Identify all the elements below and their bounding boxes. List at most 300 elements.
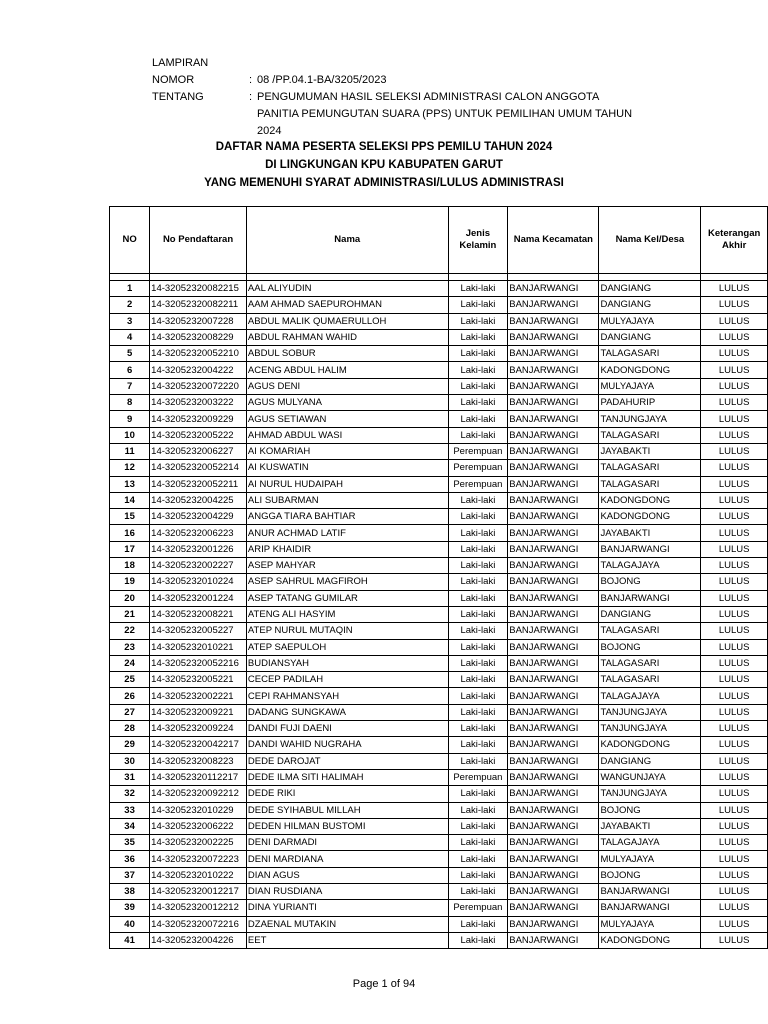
cell-kel-desa: KADONGDONG (599, 932, 701, 948)
cell-kecamatan: BANJARWANGI (508, 900, 599, 916)
cell-jenis-kelamin: Laki-laki (448, 297, 508, 313)
cell-jenis-kelamin: Perempuan (448, 900, 508, 916)
cell-nama: ASEP SAHRUL MAGFIROH (246, 574, 448, 590)
cell-nama: DANDI FUJI DAENI (246, 721, 448, 737)
cell-no-pendaftaran: 14-32052320082211 (150, 297, 247, 313)
cell-nama: DEDE SYIHABUL MILLAH (246, 802, 448, 818)
lampiran-label: LAMPIRAN (152, 57, 209, 69)
cell-nama: ATEP NURUL MUTAQIN (246, 623, 448, 639)
table-row (110, 558, 768, 574)
cell-no: 9 (110, 411, 150, 427)
table-row (110, 916, 768, 932)
cell-no-pendaftaran: 14-32052320092212 (150, 786, 247, 802)
cell-keterangan: LULUS (701, 932, 768, 948)
cell-no: 16 (110, 525, 150, 541)
table-row (110, 737, 768, 753)
table-spacer-row (110, 274, 768, 281)
cell-jenis-kelamin: Laki-laki (448, 558, 508, 574)
table-row (110, 492, 768, 508)
cell-kel-desa: TANJUNGJAYA (599, 704, 701, 720)
cell-keterangan: LULUS (701, 476, 768, 492)
table-row (110, 672, 768, 688)
cell-nama: DEDE ILMA SITI HALIMAH (246, 769, 448, 785)
cell-kel-desa: TALAGASARI (599, 672, 701, 688)
nomor-value: 08 /PP.04.1-BA/3205/2023 (257, 74, 387, 86)
table-body (110, 274, 768, 949)
table-row (110, 590, 768, 606)
cell-kecamatan: BANJARWANGI (508, 835, 599, 851)
cell-jenis-kelamin: Laki-laki (448, 541, 508, 557)
cell-kel-desa: TALAGAJAYA (599, 835, 701, 851)
cell-no-pendaftaran: 14-32052320052216 (150, 655, 247, 671)
table-row (110, 411, 768, 427)
col-header-nama: Nama (246, 207, 448, 274)
table-row (110, 835, 768, 851)
table-row (110, 541, 768, 557)
cell-nama: ALI SUBARMAN (246, 492, 448, 508)
nomor-separator: : (249, 74, 253, 86)
cell-kel-desa: DANGIANG (599, 297, 701, 313)
table-row (110, 867, 768, 883)
cell-no-pendaftaran: 14-3205232004226 (150, 932, 247, 948)
cell-kecamatan: BANJARWANGI (508, 427, 599, 443)
cell-nama: AI KUSWATIN (246, 460, 448, 476)
cell-no: 13 (110, 476, 150, 492)
cell-keterangan: LULUS (701, 525, 768, 541)
cell-kecamatan: BANJARWANGI (508, 362, 599, 378)
cell-jenis-kelamin: Laki-laki (448, 916, 508, 932)
table-row (110, 346, 768, 362)
cell-no-pendaftaran: 14-32052320082215 (150, 281, 247, 297)
cell-nama: ANUR ACHMAD LATIF (246, 525, 448, 541)
cell-keterangan: LULUS (701, 900, 768, 916)
cell-no-pendaftaran: 14-3205232008221 (150, 606, 247, 622)
table-row (110, 378, 768, 394)
cell-nama: AGUS MULYANA (246, 395, 448, 411)
cell-nama: ASEP MAHYAR (246, 558, 448, 574)
table-header-row (110, 207, 768, 274)
cell-nama: ANGGA TIARA BAHTIAR (246, 509, 448, 525)
cell-no-pendaftaran: 14-32052320012212 (150, 900, 247, 916)
cell-kel-desa: BANJARWANGI (599, 900, 701, 916)
cell-jenis-kelamin: Laki-laki (448, 737, 508, 753)
cell-jenis-kelamin: Laki-laki (448, 313, 508, 329)
tentang-row-2 (152, 106, 657, 140)
cell-keterangan: LULUS (701, 623, 768, 639)
cell-kel-desa: MULYAJAYA (599, 851, 701, 867)
cell-no: 36 (110, 851, 150, 867)
cell-no: 32 (110, 786, 150, 802)
cell-no-pendaftaran: 14-32052320052214 (150, 460, 247, 476)
cell-nama: ARIP KHAIDIR (246, 541, 448, 557)
cell-nama: ATENG ALI HASYIM (246, 606, 448, 622)
cell-no: 8 (110, 395, 150, 411)
cell-nama: DIAN AGUS (246, 867, 448, 883)
cell-kel-desa: KADONGDONG (599, 362, 701, 378)
table-row (110, 639, 768, 655)
cell-jenis-kelamin: Laki-laki (448, 883, 508, 899)
table-row (110, 476, 768, 492)
cell-nama: AI NURUL HUDAIPAH (246, 476, 448, 492)
cell-keterangan: LULUS (701, 786, 768, 802)
cell-kecamatan: BANJARWANGI (508, 541, 599, 557)
cell-kel-desa: TALAGAJAYA (599, 688, 701, 704)
cell-no: 24 (110, 655, 150, 671)
table-row (110, 443, 768, 459)
cell-keterangan: LULUS (701, 558, 768, 574)
table-row (110, 574, 768, 590)
cell-no-pendaftaran: 14-3205232005222 (150, 427, 247, 443)
cell-keterangan: LULUS (701, 395, 768, 411)
cell-no: 19 (110, 574, 150, 590)
table-row (110, 281, 768, 297)
cell-nama: ACENG ABDUL HALIM (246, 362, 448, 378)
cell-no-pendaftaran: 14-3205232006223 (150, 525, 247, 541)
cell-no-pendaftaran: 14-3205232001224 (150, 590, 247, 606)
cell-nama: ABDUL RAHMAN WAHID (246, 329, 448, 345)
cell-jenis-kelamin: Laki-laki (448, 802, 508, 818)
cell-keterangan: LULUS (701, 411, 768, 427)
cell-no: 11 (110, 443, 150, 459)
table-row (110, 395, 768, 411)
cell-no: 23 (110, 639, 150, 655)
cell-nama: ABDUL SOBUR (246, 346, 448, 362)
cell-no: 37 (110, 867, 150, 883)
cell-keterangan: LULUS (701, 460, 768, 476)
cell-kel-desa: TALAGASARI (599, 346, 701, 362)
cell-jenis-kelamin: Perempuan (448, 769, 508, 785)
cell-no-pendaftaran: 14-32052320072216 (150, 916, 247, 932)
cell-keterangan: LULUS (701, 313, 768, 329)
cell-nama: CECEP PADILAH (246, 672, 448, 688)
cell-no-pendaftaran: 14-3205232002221 (150, 688, 247, 704)
cell-no: 6 (110, 362, 150, 378)
document-titles (0, 138, 768, 192)
cell-no-pendaftaran: 14-3205232004222 (150, 362, 247, 378)
cell-nama: AAM AHMAD SAEPUROHMAN (246, 297, 448, 313)
title-line-3: YANG MEMENUHI SYARAT ADMINISTRASI/LULUS ADMINISTRASI (204, 177, 564, 189)
tentang-label: TENTANG (152, 91, 204, 103)
cell-kel-desa: KADONGDONG (599, 492, 701, 508)
cell-kecamatan: BANJARWANGI (508, 460, 599, 476)
cell-keterangan: LULUS (701, 329, 768, 345)
cell-nama: AI KOMARIAH (246, 443, 448, 459)
cell-no: 31 (110, 769, 150, 785)
cell-nama: DEDE DAROJAT (246, 753, 448, 769)
col-header-no-pendaftaran: No Pendaftaran (150, 207, 247, 274)
cell-kel-desa: DANGIANG (599, 753, 701, 769)
cell-kel-desa: TALAGASARI (599, 655, 701, 671)
cell-nama: DADANG SUNGKAWA (246, 704, 448, 720)
table-row (110, 297, 768, 313)
cell-kel-desa: TANJUNGJAYA (599, 721, 701, 737)
cell-kel-desa: BOJONG (599, 802, 701, 818)
cell-jenis-kelamin: Laki-laki (448, 574, 508, 590)
cell-no-pendaftaran: 14-3205232005227 (150, 623, 247, 639)
col-header-nama-kecamatan: Nama Kecamatan (508, 207, 599, 274)
cell-kecamatan: BANJARWANGI (508, 655, 599, 671)
cell-kel-desa: JAYABAKTI (599, 818, 701, 834)
cell-no: 17 (110, 541, 150, 557)
cell-nama: ATEP SAEPULOH (246, 639, 448, 655)
table-row (110, 851, 768, 867)
cell-keterangan: LULUS (701, 721, 768, 737)
cell-nama: DEDEN HILMAN BUSTOMI (246, 818, 448, 834)
cell-no-pendaftaran: 14-3205232002227 (150, 558, 247, 574)
page-number: Page 1 of 94 (352, 978, 416, 990)
cell-kecamatan: BANJARWANGI (508, 867, 599, 883)
table-row (110, 606, 768, 622)
cell-nama: AAL ALIYUDIN (246, 281, 448, 297)
cell-jenis-kelamin: Laki-laki (448, 753, 508, 769)
col-header-no: NO (110, 207, 150, 274)
table-row (110, 769, 768, 785)
cell-kecamatan: BANJARWANGI (508, 883, 599, 899)
cell-jenis-kelamin: Laki-laki (448, 329, 508, 345)
cell-keterangan: LULUS (701, 916, 768, 932)
cell-kel-desa: TALAGAJAYA (599, 558, 701, 574)
table-row (110, 313, 768, 329)
cell-keterangan: LULUS (701, 737, 768, 753)
cell-keterangan: LULUS (701, 672, 768, 688)
cell-jenis-kelamin: Laki-laki (448, 346, 508, 362)
cell-jenis-kelamin: Laki-laki (448, 835, 508, 851)
cell-kecamatan: BANJARWANGI (508, 590, 599, 606)
cell-jenis-kelamin: Laki-laki (448, 932, 508, 948)
cell-no-pendaftaran: 14-3205232010222 (150, 867, 247, 883)
cell-no-pendaftaran: 14-32052320052210 (150, 346, 247, 362)
cell-jenis-kelamin: Perempuan (448, 476, 508, 492)
cell-no-pendaftaran: 14-3205232010229 (150, 802, 247, 818)
cell-jenis-kelamin: Laki-laki (448, 623, 508, 639)
tentang-line-1: PENGUMUMAN HASIL SELEKSI ADMINISTRASI CALON ANGGOTA (257, 91, 600, 103)
cell-jenis-kelamin: Perempuan (448, 460, 508, 476)
cell-jenis-kelamin: Laki-laki (448, 492, 508, 508)
cell-kel-desa: TALAGASARI (599, 427, 701, 443)
table-row (110, 688, 768, 704)
nomor-row (152, 72, 657, 89)
cell-no: 15 (110, 509, 150, 525)
cell-no-pendaftaran: 14-3205232002225 (150, 835, 247, 851)
cell-nama: DINA YURIANTI (246, 900, 448, 916)
cell-keterangan: LULUS (701, 297, 768, 313)
cell-keterangan: LULUS (701, 541, 768, 557)
cell-keterangan: LULUS (701, 509, 768, 525)
cell-no: 26 (110, 688, 150, 704)
cell-kel-desa: BOJONG (599, 574, 701, 590)
cell-nama: DIAN RUSDIANA (246, 883, 448, 899)
cell-jenis-kelamin: Laki-laki (448, 786, 508, 802)
cell-no: 1 (110, 281, 150, 297)
cell-kecamatan: BANJARWANGI (508, 639, 599, 655)
cell-no-pendaftaran: 14-32052320112217 (150, 769, 247, 785)
cell-no-pendaftaran: 14-3205232010224 (150, 574, 247, 590)
cell-keterangan: LULUS (701, 835, 768, 851)
cell-nama: CEPI RAHMANSYAH (246, 688, 448, 704)
cell-no: 28 (110, 721, 150, 737)
cell-jenis-kelamin: Laki-laki (448, 525, 508, 541)
cell-no-pendaftaran: 14-3205232007228 (150, 313, 247, 329)
participants-table (109, 206, 768, 949)
cell-jenis-kelamin: Laki-laki (448, 688, 508, 704)
cell-no: 22 (110, 623, 150, 639)
cell-nama: DENI DARMADI (246, 835, 448, 851)
cell-jenis-kelamin: Laki-laki (448, 655, 508, 671)
cell-nama: EET (246, 932, 448, 948)
cell-kel-desa: TANJUNGJAYA (599, 786, 701, 802)
cell-kel-desa: KADONGDONG (599, 509, 701, 525)
cell-kel-desa: PADAHURIP (599, 395, 701, 411)
table-row (110, 900, 768, 916)
cell-jenis-kelamin: Laki-laki (448, 721, 508, 737)
cell-keterangan: LULUS (701, 769, 768, 785)
cell-no: 30 (110, 753, 150, 769)
cell-no-pendaftaran: 14-3205232008229 (150, 329, 247, 345)
table-row (110, 721, 768, 737)
cell-kecamatan: BANJARWANGI (508, 769, 599, 785)
cell-jenis-kelamin: Laki-laki (448, 818, 508, 834)
cell-jenis-kelamin: Laki-laki (448, 427, 508, 443)
cell-kel-desa: TALAGASARI (599, 476, 701, 492)
table-row (110, 883, 768, 899)
cell-no: 39 (110, 900, 150, 916)
cell-jenis-kelamin: Laki-laki (448, 378, 508, 394)
cell-kecamatan: BANJARWANGI (508, 297, 599, 313)
cell-keterangan: LULUS (701, 851, 768, 867)
cell-nama: ASEP TATANG GUMILAR (246, 590, 448, 606)
cell-kel-desa: DANGIANG (599, 606, 701, 622)
cell-no-pendaftaran: 14-3205232004229 (150, 509, 247, 525)
cell-no: 29 (110, 737, 150, 753)
cell-kecamatan: BANJARWANGI (508, 672, 599, 688)
cell-no-pendaftaran: 14-32052320072220 (150, 378, 247, 394)
cell-nama: ABDUL MALIK QUMAERULLOH (246, 313, 448, 329)
cell-kecamatan: BANJARWANGI (508, 606, 599, 622)
cell-no: 27 (110, 704, 150, 720)
cell-kel-desa: BANJARWANGI (599, 590, 701, 606)
cell-no: 33 (110, 802, 150, 818)
cell-no: 25 (110, 672, 150, 688)
cell-kel-desa: BANJARWANGI (599, 883, 701, 899)
cell-keterangan: LULUS (701, 443, 768, 459)
cell-kel-desa: WANGUNJAYA (599, 769, 701, 785)
cell-nama: BUDIANSYAH (246, 655, 448, 671)
cell-keterangan: LULUS (701, 606, 768, 622)
cell-kecamatan: BANJARWANGI (508, 395, 599, 411)
cell-kecamatan: BANJARWANGI (508, 851, 599, 867)
cell-no: 41 (110, 932, 150, 948)
cell-no: 34 (110, 818, 150, 834)
cell-keterangan: LULUS (701, 346, 768, 362)
cell-kecamatan: BANJARWANGI (508, 818, 599, 834)
cell-nama: DEDE RIKI (246, 786, 448, 802)
cell-kecamatan: BANJARWANGI (508, 378, 599, 394)
cell-no: 38 (110, 883, 150, 899)
table-row (110, 427, 768, 443)
cell-no-pendaftaran: 14-3205232009224 (150, 721, 247, 737)
cell-jenis-kelamin: Laki-laki (448, 606, 508, 622)
cell-kecamatan: BANJARWANGI (508, 737, 599, 753)
table-row (110, 329, 768, 345)
cell-keterangan: LULUS (701, 867, 768, 883)
cell-no: 5 (110, 346, 150, 362)
cell-kecamatan: BANJARWANGI (508, 688, 599, 704)
cell-no-pendaftaran: 14-3205232005221 (150, 672, 247, 688)
cell-kel-desa: MULYAJAYA (599, 378, 701, 394)
cell-nama: DZAENAL MUTAKIN (246, 916, 448, 932)
cell-no-pendaftaran: 14-3205232001226 (150, 541, 247, 557)
cell-kel-desa: TALAGASARI (599, 623, 701, 639)
cell-kecamatan: BANJARWANGI (508, 786, 599, 802)
cell-jenis-kelamin: Laki-laki (448, 411, 508, 427)
cell-no: 7 (110, 378, 150, 394)
cell-kel-desa: TANJUNGJAYA (599, 411, 701, 427)
cell-kecamatan: BANJARWANGI (508, 721, 599, 737)
table-row (110, 525, 768, 541)
cell-kecamatan: BANJARWANGI (508, 281, 599, 297)
cell-no: 3 (110, 313, 150, 329)
cell-kecamatan: BANJARWANGI (508, 443, 599, 459)
cell-no-pendaftaran: 14-3205232006227 (150, 443, 247, 459)
col-header-jenis-kelamin: Jenis Kelamin (448, 207, 508, 274)
cell-keterangan: LULUS (701, 427, 768, 443)
table-row (110, 704, 768, 720)
cell-no-pendaftaran: 14-32052320012217 (150, 883, 247, 899)
cell-keterangan: LULUS (701, 492, 768, 508)
cell-no: 10 (110, 427, 150, 443)
cell-keterangan: LULUS (701, 378, 768, 394)
tentang-row (152, 89, 657, 106)
cell-kecamatan: BANJARWANGI (508, 313, 599, 329)
table-row (110, 460, 768, 476)
cell-jenis-kelamin: Laki-laki (448, 395, 508, 411)
cell-no: 21 (110, 606, 150, 622)
cell-kecamatan: BANJARWANGI (508, 492, 599, 508)
cell-keterangan: LULUS (701, 362, 768, 378)
cell-no: 18 (110, 558, 150, 574)
cell-nama: DENI MARDIANA (246, 851, 448, 867)
cell-jenis-kelamin: Laki-laki (448, 509, 508, 525)
cell-kel-desa: BOJONG (599, 867, 701, 883)
cell-no: 14 (110, 492, 150, 508)
cell-jenis-kelamin: Perempuan (448, 443, 508, 459)
cell-no: 35 (110, 835, 150, 851)
cell-kel-desa: BANJARWANGI (599, 541, 701, 557)
title-line-2: DI LINGKUNGAN KPU KABUPATEN GARUT (265, 159, 503, 171)
cell-kel-desa: JAYABAKTI (599, 443, 701, 459)
table-row (110, 753, 768, 769)
cell-kecamatan: BANJARWANGI (508, 916, 599, 932)
cell-kecamatan: BANJARWANGI (508, 932, 599, 948)
cell-kecamatan: BANJARWANGI (508, 476, 599, 492)
document-header (152, 55, 657, 140)
cell-no-pendaftaran: 14-32052320052211 (150, 476, 247, 492)
cell-keterangan: LULUS (701, 639, 768, 655)
cell-kecamatan: BANJARWANGI (508, 704, 599, 720)
cell-kel-desa: DANGIANG (599, 329, 701, 345)
cell-jenis-kelamin: Laki-laki (448, 281, 508, 297)
table-row (110, 932, 768, 948)
table-row (110, 362, 768, 378)
table-row (110, 802, 768, 818)
col-header-keterangan-akhir: Keterangan Akhir (701, 207, 768, 274)
cell-keterangan: LULUS (701, 688, 768, 704)
cell-keterangan: LULUS (701, 281, 768, 297)
cell-no: 12 (110, 460, 150, 476)
cell-kecamatan: BANJARWANGI (508, 509, 599, 525)
cell-jenis-kelamin: Laki-laki (448, 590, 508, 606)
cell-kel-desa: BOJONG (599, 639, 701, 655)
